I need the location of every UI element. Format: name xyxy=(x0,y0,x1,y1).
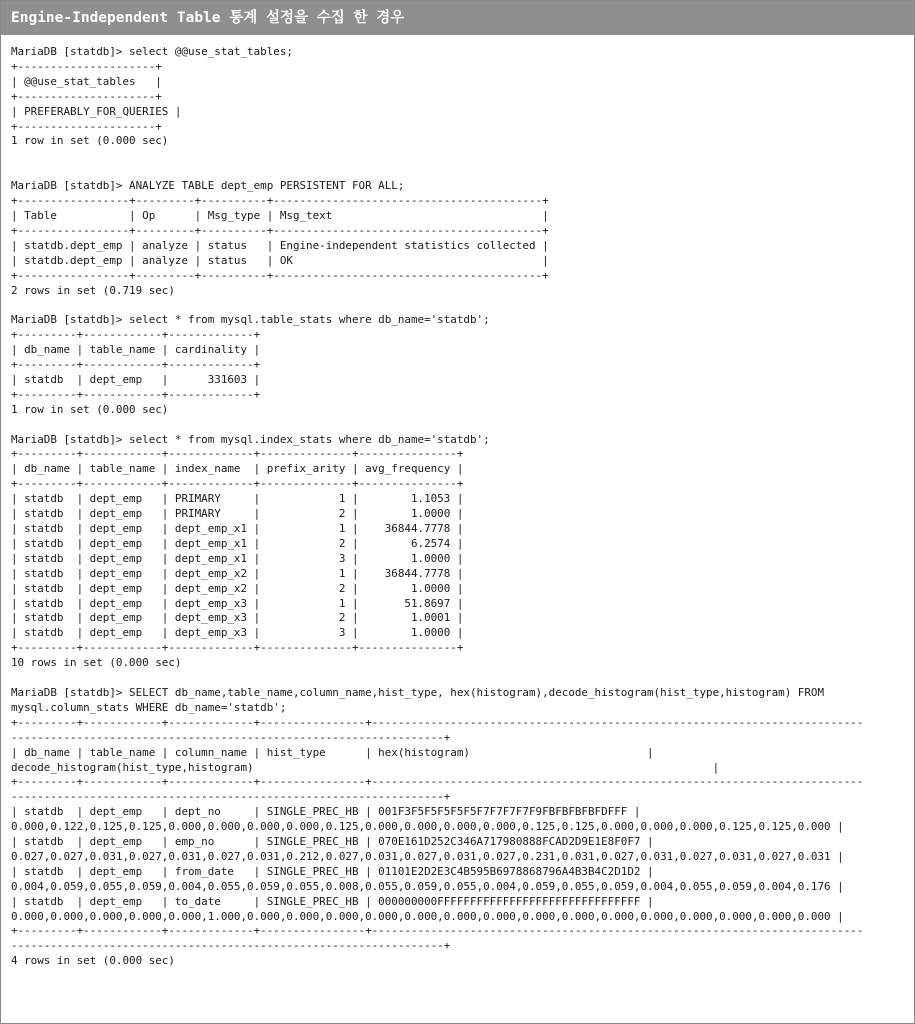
console-line: 0.004,0.059,0.055,0.059,0.004,0.055,0.059,0.055,0.008,0.055,0.059,0.055,0.004,0.059,0.055,0.059,0.004,0.055,0.059,0.004,0.176 | xyxy=(11,879,844,893)
console-line: +---------------------+ xyxy=(11,89,162,103)
console-line: | statdb | dept_emp | dept_emp_x1 | 3 | 1.0000 | xyxy=(11,551,464,565)
console-line: +---------+------------+-------------+----------------+--------------------------------------------------------------------------- xyxy=(11,715,864,729)
console-line: | statdb.dept_emp | analyze | status | OK | xyxy=(11,253,549,267)
console-line: ------------------------------------------------------------------+ xyxy=(11,730,451,744)
console-line: decode_histogram(hist_type,histogram) | xyxy=(11,760,720,774)
console-line: MariaDB [statdb]> SELECT db_name,table_name,column_name,hist_type, hex(histogram),decode_histogram(hist_type,histogram) FROM xyxy=(11,685,825,699)
console-line: +-----------------+---------+----------+-----------------------------------------+ xyxy=(11,268,549,282)
console-line: | db_name | table_name | cardinality | xyxy=(11,343,261,357)
console-line: +---------+------------+-------------+ xyxy=(11,387,261,401)
console-line: MariaDB [statdb]> select * from mysql.index_stats where db_name='statdb'; xyxy=(11,432,490,446)
console-line: 10 rows in set (0.000 sec) xyxy=(11,656,182,670)
console-line: +---------------------+ xyxy=(11,119,162,133)
console-line: 4 rows in set (0.000 sec) xyxy=(11,954,175,968)
console-line: +-----------------+---------+----------+-----------------------------------------+ xyxy=(11,223,549,237)
console-line: | statdb | dept_emp | PRIMARY | 1 | 1.1053 | xyxy=(11,492,464,506)
console-line: MariaDB [statdb]> select @@use_stat_tables; xyxy=(11,45,293,58)
console-line: | statdb | dept_emp | dept_no | SINGLE_PREC_HB | 001F3F5F5F5F5F5F7F7F7F7F9FBFBFBFBFDFFF | xyxy=(11,805,641,819)
console-line: +---------------------+ xyxy=(11,59,162,73)
console-line: | statdb | dept_emp | 331603 | xyxy=(11,372,261,386)
console-line: | db_name | table_name | index_name | prefix_arity | avg_frequency | xyxy=(11,462,464,476)
console-line: | statdb | dept_emp | emp_no | SINGLE_PREC_HB | 070E161D252C346A717980888FCAD2D9E1E8F0F7 | xyxy=(11,835,654,849)
console-line: | statdb | dept_emp | to_date | SINGLE_PREC_HB | 000000000FFFFFFFFFFFFFFFFFFFFFFFFFFFFFFF | xyxy=(11,894,654,908)
console-line: | statdb.dept_emp | analyze | status | Engine-independent statistics collected | xyxy=(11,238,549,252)
console-line: | statdb | dept_emp | dept_emp_x3 | 2 | 1.0001 | xyxy=(11,611,464,625)
console-line: | Table | Op | Msg_type | Msg_text | xyxy=(11,208,549,222)
console-line: 1 row in set (0.000 sec) xyxy=(11,402,169,416)
console-line: 0.000,0.000,0.000,0.000,0.000,1.000,0.000,0.000,0.000,0.000,0.000,0.000,0.000,0.000,0.000,0.000,0.000,0.000,0.000,0.000,0.000 | xyxy=(11,909,844,923)
console-line: 1 row in set (0.000 sec) xyxy=(11,134,169,148)
console-line: | statdb | dept_emp | dept_emp_x2 | 1 | 36844.7778 | xyxy=(11,566,464,580)
console-line: 0.000,0.122,0.125,0.125,0.000,0.000,0.000,0.000,0.125,0.000,0.000,0.000,0.000,0.125,0.125,0.000,0.000,0.000,0.125,0.125,0.000 | xyxy=(11,820,844,834)
console-line: | statdb | dept_emp | dept_emp_x3 | 1 | 51.8697 | xyxy=(11,596,464,610)
sql-console-output xyxy=(1,35,911,969)
console-line: | statdb | dept_emp | dept_emp_x2 | 2 | 1.0000 | xyxy=(11,581,464,595)
console-line: +---------+------------+-------------+ xyxy=(11,328,261,342)
console-line: mysql.column_stats WHERE db_name='statdb'; xyxy=(11,700,287,714)
console-line: +-----------------+---------+----------+-----------------------------------------+ xyxy=(11,194,549,208)
console-line: +---------+------------+-------------+--------------+---------------+ xyxy=(11,641,464,655)
console-line: | statdb | dept_emp | dept_emp_x1 | 1 | 36844.7778 | xyxy=(11,522,464,535)
console-line: | db_name | table_name | column_name | hist_type | hex(histogram) | xyxy=(11,745,654,759)
console-line: +---------+------------+-------------+ xyxy=(11,358,261,372)
console-line: | statdb | dept_emp | PRIMARY | 2 | 1.0000 | xyxy=(11,507,464,521)
console-line: | statdb | dept_emp | from_date | SINGLE_PREC_HB | 01101E2D2E3C4B595B6978868796A4B3B4C2D1D2 | xyxy=(11,864,654,878)
console-line: | PREFERABLY_FOR_QUERIES | xyxy=(11,104,182,118)
console-line: 0.027,0.027,0.031,0.027,0.031,0.027,0.031,0.212,0.027,0.031,0.027,0.031,0.027,0.231,0.031,0.027,0.031,0.027,0.031,0.027,0.031 | xyxy=(11,849,844,863)
console-line: MariaDB [statdb]> ANALYZE TABLE dept_emp PERSISTENT FOR ALL; xyxy=(11,179,405,193)
console-line: +---------+------------+-------------+--------------+---------------+ xyxy=(11,477,464,491)
console-line: | @@use_stat_tables | xyxy=(11,74,162,88)
console-line: ------------------------------------------------------------------+ xyxy=(11,939,451,953)
console-line: 2 rows in set (0.719 sec) xyxy=(11,283,175,297)
console-line: | statdb | dept_emp | dept_emp_x1 | 2 | 6.2574 | xyxy=(11,536,464,550)
console-line: +---------+------------+-------------+----------------+--------------------------------------------------------------------------- xyxy=(11,775,864,789)
console-line: ------------------------------------------------------------------+ xyxy=(11,790,451,804)
console-line: +---------+------------+-------------+--------------+---------------+ xyxy=(11,447,464,461)
document-title: Engine-Independent Table 통계 설정을 수집 한 경우 xyxy=(1,1,914,35)
console-line: | statdb | dept_emp | dept_emp_x3 | 3 | 1.0000 | xyxy=(11,626,464,640)
console-line: +---------+------------+-------------+----------------+--------------------------------------------------------------------------- xyxy=(11,924,864,938)
console-line: MariaDB [statdb]> select * from mysql.table_stats where db_name='statdb'; xyxy=(11,313,490,327)
